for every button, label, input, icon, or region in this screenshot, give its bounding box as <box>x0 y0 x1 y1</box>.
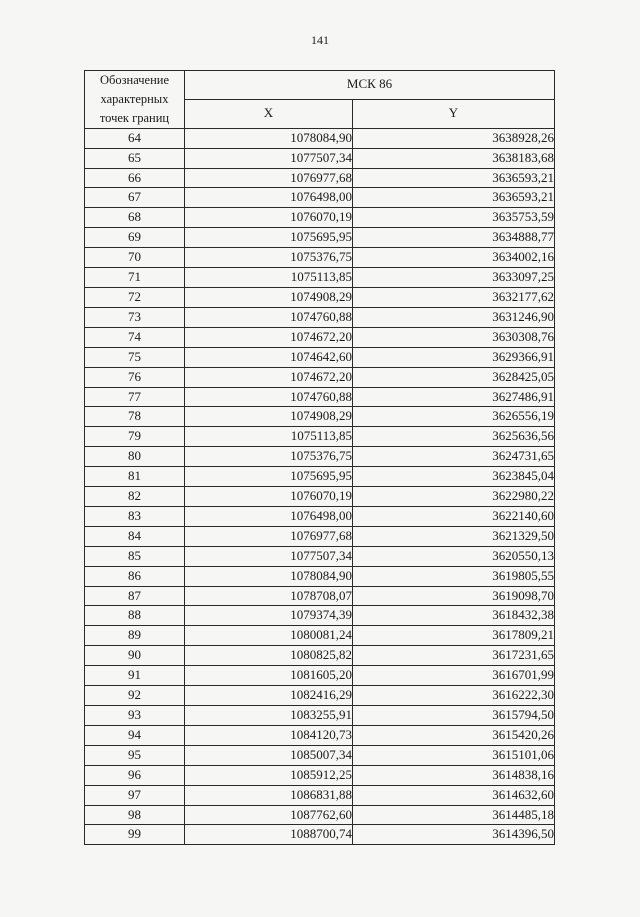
cell-x: 1074760,88 <box>185 387 353 407</box>
cell-x: 1076070,19 <box>185 487 353 507</box>
table-row <box>85 347 555 367</box>
cell-x: 1075113,85 <box>185 268 353 288</box>
cell-x: 1075695,95 <box>185 228 353 248</box>
cell-point: 85 <box>85 546 185 566</box>
table-row <box>85 188 555 208</box>
cell-point: 86 <box>85 566 185 586</box>
table-row <box>85 248 555 268</box>
cell-point: 84 <box>85 526 185 546</box>
cell-point: 98 <box>85 805 185 825</box>
cell-point: 74 <box>85 327 185 347</box>
cell-x: 1084120,73 <box>185 725 353 745</box>
cell-y: 3632177,62 <box>353 287 555 307</box>
cell-y: 3617231,65 <box>353 646 555 666</box>
cell-x: 1075376,75 <box>185 248 353 268</box>
cell-point: 94 <box>85 725 185 745</box>
table-row <box>85 467 555 487</box>
table-row <box>85 785 555 805</box>
table-row <box>85 168 555 188</box>
table-row <box>85 128 555 148</box>
cell-point: 67 <box>85 188 185 208</box>
table-row <box>85 148 555 168</box>
cell-y: 3628425,05 <box>353 367 555 387</box>
cell-point: 93 <box>85 706 185 726</box>
table-row <box>85 825 555 845</box>
cell-y: 3614838,16 <box>353 765 555 785</box>
cell-point: 73 <box>85 307 185 327</box>
cell-y: 3621329,50 <box>353 526 555 546</box>
cell-y: 3635753,59 <box>353 208 555 228</box>
cell-x: 1088700,74 <box>185 825 353 845</box>
table-row <box>85 487 555 507</box>
table-row <box>85 287 555 307</box>
cell-point: 71 <box>85 268 185 288</box>
cell-y: 3633097,25 <box>353 268 555 288</box>
cell-y: 3622140,60 <box>353 506 555 526</box>
cell-x: 1077507,34 <box>185 546 353 566</box>
cell-y: 3634002,16 <box>353 248 555 268</box>
cell-point: 66 <box>85 168 185 188</box>
cell-point: 78 <box>85 407 185 427</box>
cell-x: 1076070,19 <box>185 208 353 228</box>
header-point-designation: Обозначение характерных точек границ <box>85 71 185 129</box>
coordinates-table <box>84 70 555 845</box>
cell-y: 3617809,21 <box>353 626 555 646</box>
cell-y: 3629366,91 <box>353 347 555 367</box>
cell-x: 1085912,25 <box>185 765 353 785</box>
cell-point: 96 <box>85 765 185 785</box>
cell-y: 3619098,70 <box>353 586 555 606</box>
table-body <box>85 128 555 845</box>
cell-point: 90 <box>85 646 185 666</box>
cell-y: 3615101,06 <box>353 745 555 765</box>
cell-y: 3636593,21 <box>353 168 555 188</box>
header-y: Y <box>353 99 555 128</box>
cell-x: 1077507,34 <box>185 148 353 168</box>
cell-point: 81 <box>85 467 185 487</box>
cell-y: 3615420,26 <box>353 725 555 745</box>
cell-x: 1075376,75 <box>185 447 353 467</box>
table-row <box>85 447 555 467</box>
cell-x: 1074760,88 <box>185 307 353 327</box>
cell-x: 1076977,68 <box>185 168 353 188</box>
cell-x: 1078084,90 <box>185 566 353 586</box>
table-row <box>85 626 555 646</box>
cell-point: 88 <box>85 606 185 626</box>
table-row <box>85 307 555 327</box>
cell-point: 64 <box>85 128 185 148</box>
cell-x: 1074908,29 <box>185 287 353 307</box>
cell-point: 87 <box>85 586 185 606</box>
cell-x: 1085007,34 <box>185 745 353 765</box>
cell-y: 3614632,60 <box>353 785 555 805</box>
table-row <box>85 387 555 407</box>
cell-y: 3638183,68 <box>353 148 555 168</box>
cell-y: 3624731,65 <box>353 447 555 467</box>
table-row <box>85 367 555 387</box>
cell-x: 1074642,60 <box>185 347 353 367</box>
table-row <box>85 208 555 228</box>
header-x: X <box>185 99 353 128</box>
cell-x: 1087762,60 <box>185 805 353 825</box>
cell-x: 1074908,29 <box>185 407 353 427</box>
cell-x: 1078084,90 <box>185 128 353 148</box>
cell-point: 92 <box>85 686 185 706</box>
cell-point: 65 <box>85 148 185 168</box>
cell-y: 3627486,91 <box>353 387 555 407</box>
cell-x: 1078708,07 <box>185 586 353 606</box>
cell-y: 3622980,22 <box>353 487 555 507</box>
cell-x: 1076498,00 <box>185 188 353 208</box>
cell-point: 72 <box>85 287 185 307</box>
table-row <box>85 725 555 745</box>
cell-point: 76 <box>85 367 185 387</box>
cell-x: 1081605,20 <box>185 666 353 686</box>
page-number: 141 <box>311 33 329 47</box>
table-row <box>85 706 555 726</box>
table-row <box>85 765 555 785</box>
table-row <box>85 546 555 566</box>
cell-y: 3618432,38 <box>353 606 555 626</box>
table-row <box>85 606 555 626</box>
cell-y: 3625636,56 <box>353 427 555 447</box>
table-row <box>85 268 555 288</box>
header-coordinate-system: МСК 86 <box>185 71 555 100</box>
cell-point: 99 <box>85 825 185 845</box>
table-row <box>85 805 555 825</box>
table-row <box>85 526 555 546</box>
cell-y: 3636593,21 <box>353 188 555 208</box>
cell-x: 1086831,88 <box>185 785 353 805</box>
cell-y: 3638928,26 <box>353 128 555 148</box>
cell-y: 3623845,04 <box>353 467 555 487</box>
table-row <box>85 586 555 606</box>
cell-y: 3631246,90 <box>353 307 555 327</box>
table-row <box>85 666 555 686</box>
table-row <box>85 566 555 586</box>
table-row <box>85 646 555 666</box>
cell-x: 1075695,95 <box>185 467 353 487</box>
table-row <box>85 506 555 526</box>
cell-x: 1076498,00 <box>185 506 353 526</box>
cell-x: 1076977,68 <box>185 526 353 546</box>
cell-x: 1083255,91 <box>185 706 353 726</box>
table-row <box>85 427 555 447</box>
table-header <box>85 71 555 129</box>
table-row <box>85 745 555 765</box>
cell-y: 3616222,30 <box>353 686 555 706</box>
cell-y: 3620550,13 <box>353 546 555 566</box>
cell-y: 3614396,50 <box>353 825 555 845</box>
cell-point: 79 <box>85 427 185 447</box>
cell-point: 89 <box>85 626 185 646</box>
table-row <box>85 327 555 347</box>
cell-point: 82 <box>85 487 185 507</box>
cell-y: 3619805,55 <box>353 566 555 586</box>
cell-point: 83 <box>85 506 185 526</box>
cell-y: 3634888,77 <box>353 228 555 248</box>
cell-point: 91 <box>85 666 185 686</box>
cell-x: 1079374,39 <box>185 606 353 626</box>
table-row <box>85 228 555 248</box>
cell-x: 1080081,24 <box>185 626 353 646</box>
cell-y: 3626556,19 <box>353 407 555 427</box>
cell-point: 75 <box>85 347 185 367</box>
cell-point: 68 <box>85 208 185 228</box>
cell-y: 3630308,76 <box>353 327 555 347</box>
cell-x: 1074672,20 <box>185 327 353 347</box>
cell-y: 3614485,18 <box>353 805 555 825</box>
table-row <box>85 686 555 706</box>
cell-point: 80 <box>85 447 185 467</box>
table-row <box>85 407 555 427</box>
cell-point: 70 <box>85 248 185 268</box>
cell-y: 3616701,99 <box>353 666 555 686</box>
cell-point: 69 <box>85 228 185 248</box>
cell-x: 1075113,85 <box>185 427 353 447</box>
cell-point: 77 <box>85 387 185 407</box>
cell-x: 1074672,20 <box>185 367 353 387</box>
cell-x: 1080825,82 <box>185 646 353 666</box>
cell-point: 95 <box>85 745 185 765</box>
cell-x: 1082416,29 <box>185 686 353 706</box>
cell-y: 3615794,50 <box>353 706 555 726</box>
cell-point: 97 <box>85 785 185 805</box>
